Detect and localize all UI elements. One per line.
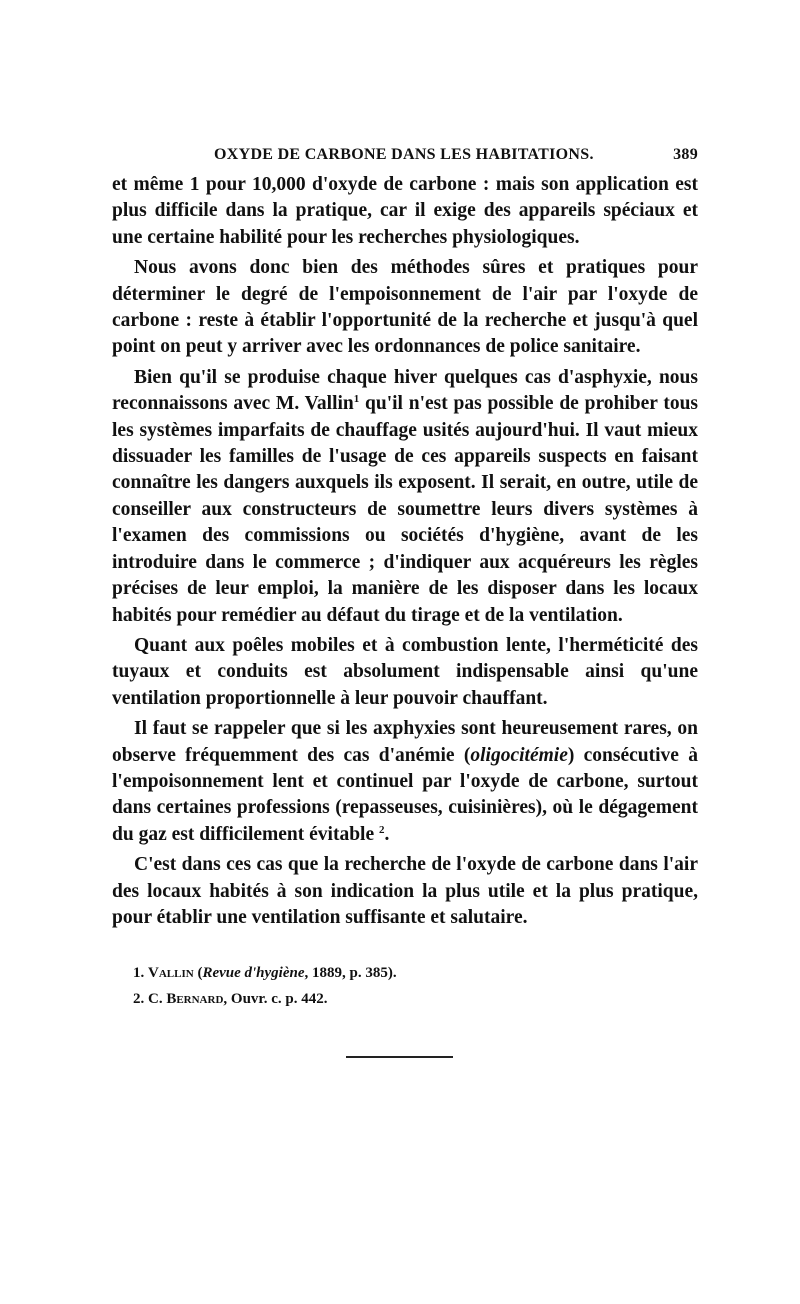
paragraph-3 <box>112 365 698 629</box>
paragraph-6: C'est dans ces cas que la recherche de l'oxyde de carbone dans l'air des locaux habités à son indication la plus utile et la plus pratique, pour établir une ventilation suffisante et salutaire. <box>112 854 698 928</box>
paragraph-5-text-a: Il faut se rappeler que si les axphyxies sont heureusement rares, on observe fréquemment des cas d'anémie ( <box>112 718 698 766</box>
footnote-1-open: ( <box>193 965 203 981</box>
body-text <box>112 172 698 931</box>
footnote-2-author: C. Bernard <box>148 991 224 1007</box>
footnote-1 <box>133 960 693 986</box>
paragraph-4: Quant aux poêles mobiles et à combustion lente, l'herméticité des tuyaux et conduits est absolument indispensable ainsi qu'une ventilation proportionnelle à leur pouvoir chauffant. <box>112 634 698 709</box>
footnote-1-rest: , 1889, p. 385). <box>304 965 397 981</box>
footnote-ref-1: 1 <box>353 393 360 406</box>
footnote-2 <box>133 986 693 1012</box>
footnotes <box>133 960 693 1012</box>
paragraph-2: Nous avons donc bien des méthodes sûres et pratiques pour déterminer le degré de l'empoisonnement de l'air par l'oxyde de carbone : reste à établir l'opportunité de la recherche et jusqu'à quel point on peut y arriver avec les ordonnances de police sanitaire. <box>112 257 698 358</box>
footnote-2-number: 2. <box>133 991 145 1007</box>
footnote-1-author: Vallin <box>148 965 194 981</box>
footnote-1-number: 1. <box>133 965 145 981</box>
paragraph-5-text-b: ) consécutive à l'empoisonnement lent et continuel par l'oxyde de carbone, surtout dans certaines professions (repasseuses, cuisinières), où le dégagement du gaz est difficilement évitable <box>112 744 698 845</box>
footnote-1-source: Revue d'hygiène <box>202 965 305 981</box>
paragraph-5-text-c: . <box>384 823 390 845</box>
closing-rule <box>346 1056 453 1058</box>
running-title: OXYDE DE CARBONE DANS LES HABITATIONS. <box>214 146 594 163</box>
paragraph-3-text-a: Bien qu'il se produise chaque hiver quelques cas d'asphyxie, nous reconnaissons avec M. Vallin <box>112 366 698 415</box>
paragraph-1: et même 1 pour 10,000 d'oxyde de carbone : mais son application est plus difficile dans la pratique, car il exige des appareils spéciaux et une certaine habilité pour les recherches physiologiques. <box>112 174 698 248</box>
footnote-2-rest: , Ouvr. c. p. 442. <box>223 991 328 1007</box>
paragraph-3-text-b: qu'il n'est pas possible de prohiber tous les systèmes imparfaits de chauffage usités aujourd'hui. Il vaut mieux dissuader les familles de l'usage de ces appareils suspects en faisant connaître les dangers auxquels ils exposent. Il serait, en outre, utile de conseiller aux constructeurs de soumettre leurs divers systèmes à l'examen des commissions ou sociétés d'hygiène, avant de les introduire dans le commerce ; d'indiquer aux acquéreurs les règles précises de leur emploi, la manière de les disposer dans les locaux habités pour remédier au défaut du tirage et de la ventilation. <box>112 393 698 626</box>
running-header <box>112 146 698 170</box>
paragraph-5 <box>112 716 698 848</box>
footnote-ref-2: 2 <box>379 823 385 836</box>
page-number: 389 <box>673 146 698 163</box>
italic-term: oligocitémie <box>470 744 568 766</box>
